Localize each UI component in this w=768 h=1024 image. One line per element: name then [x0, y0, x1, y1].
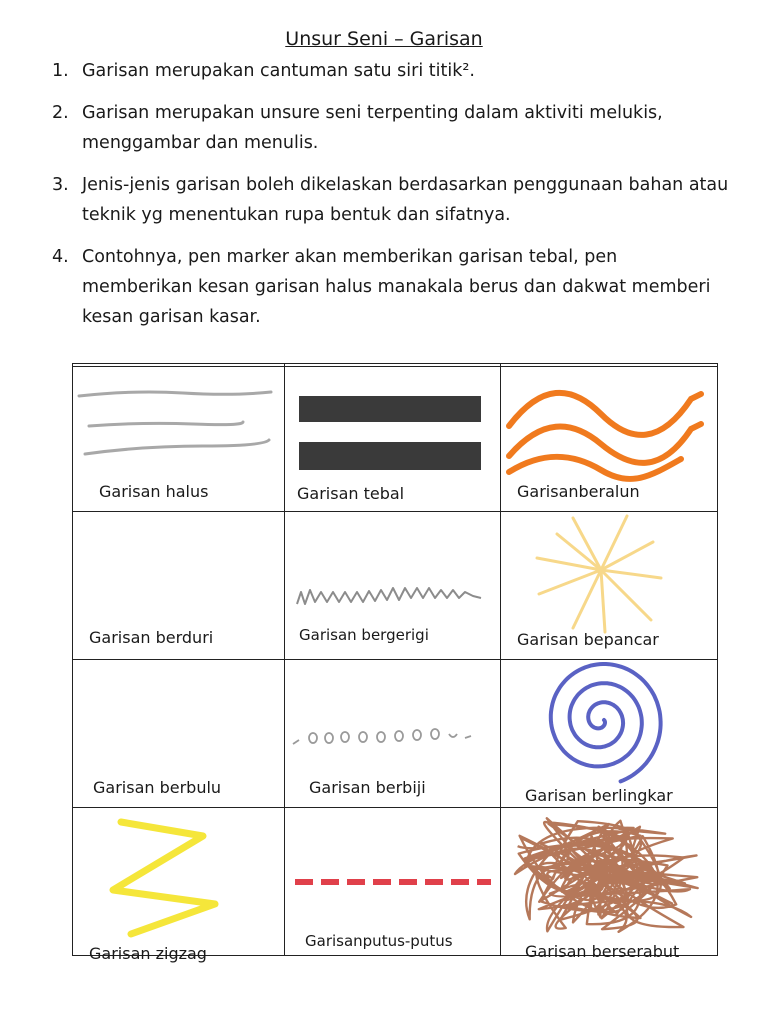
point-item — [52, 98, 732, 158]
zigzag-line-drawing — [73, 808, 285, 956]
cell-garisan-berbulu — [73, 660, 285, 808]
point-number: 2. — [52, 103, 69, 123]
point-text: Jenis-jenis garisan boleh dikelaskan berdasarkan penggunaan bahan atau teknik yg menentukan rupa bentuk dan sifatnya. — [82, 175, 729, 225]
label-garisan-tebal: Garisan tebal — [297, 484, 405, 503]
point-number: 4. — [52, 247, 69, 267]
point-number: 1. — [52, 61, 69, 81]
cell-garisan-berduri — [73, 512, 285, 660]
label-garisan-zigzag: Garisan zigzag — [89, 944, 207, 963]
points-list — [52, 56, 732, 344]
label-garisan-halus: Garisan halus — [99, 482, 209, 501]
point-item — [52, 170, 732, 230]
cell-garisan-bepancar — [501, 512, 718, 660]
point-number: 3. — [52, 175, 69, 195]
scribble-line-drawing — [501, 808, 718, 956]
label-garisan-putus-putus: Garisanputus-putus — [305, 932, 453, 950]
point-item — [52, 242, 732, 332]
label-garisan-beralun: Garisanberalun — [517, 482, 640, 501]
cell-garisan-beralun — [501, 364, 718, 512]
cell-garisan-tebal — [285, 364, 501, 512]
label-garisan-berserabut: Garisan berserabut — [525, 942, 680, 961]
label-garisan-bergerigi: Garisan bergerigi — [299, 626, 429, 644]
cell-garisan-berlingkar — [501, 660, 718, 808]
point-text: Garisan merupakan cantuman satu siri titik². — [82, 61, 475, 81]
cell-garisan-bergerigi — [285, 512, 501, 660]
label-garisan-berbulu: Garisan berbulu — [93, 778, 222, 797]
label-garisan-berduri: Garisan berduri — [89, 628, 214, 647]
cell-garisan-halus — [73, 364, 285, 512]
point-item — [52, 56, 732, 86]
page-title: Unsur Seni – Garisan — [285, 28, 483, 50]
point-text: Contohnya, pen marker akan memberikan garisan tebal, pen memberikan kesan garisan halus manakala berus dan dakwat memberi kesan garisan kasar. — [82, 247, 711, 327]
label-garisan-bepancar: Garisan bepancar — [517, 630, 659, 649]
label-garisan-berbiji: Garisan berbiji — [309, 778, 426, 797]
line-types-table — [72, 363, 718, 963]
cell-garisan-berbiji — [285, 660, 501, 808]
cell-garisan-berserabut — [501, 808, 718, 961]
cell-garisan-putus-putus — [285, 808, 501, 956]
cell-garisan-zigzag — [73, 808, 285, 963]
point-text: Garisan merupakan unsure seni terpenting dalam aktiviti melukis, menggambar dan menulis. — [82, 103, 663, 153]
label-garisan-berlingkar: Garisan berlingkar — [525, 786, 673, 805]
